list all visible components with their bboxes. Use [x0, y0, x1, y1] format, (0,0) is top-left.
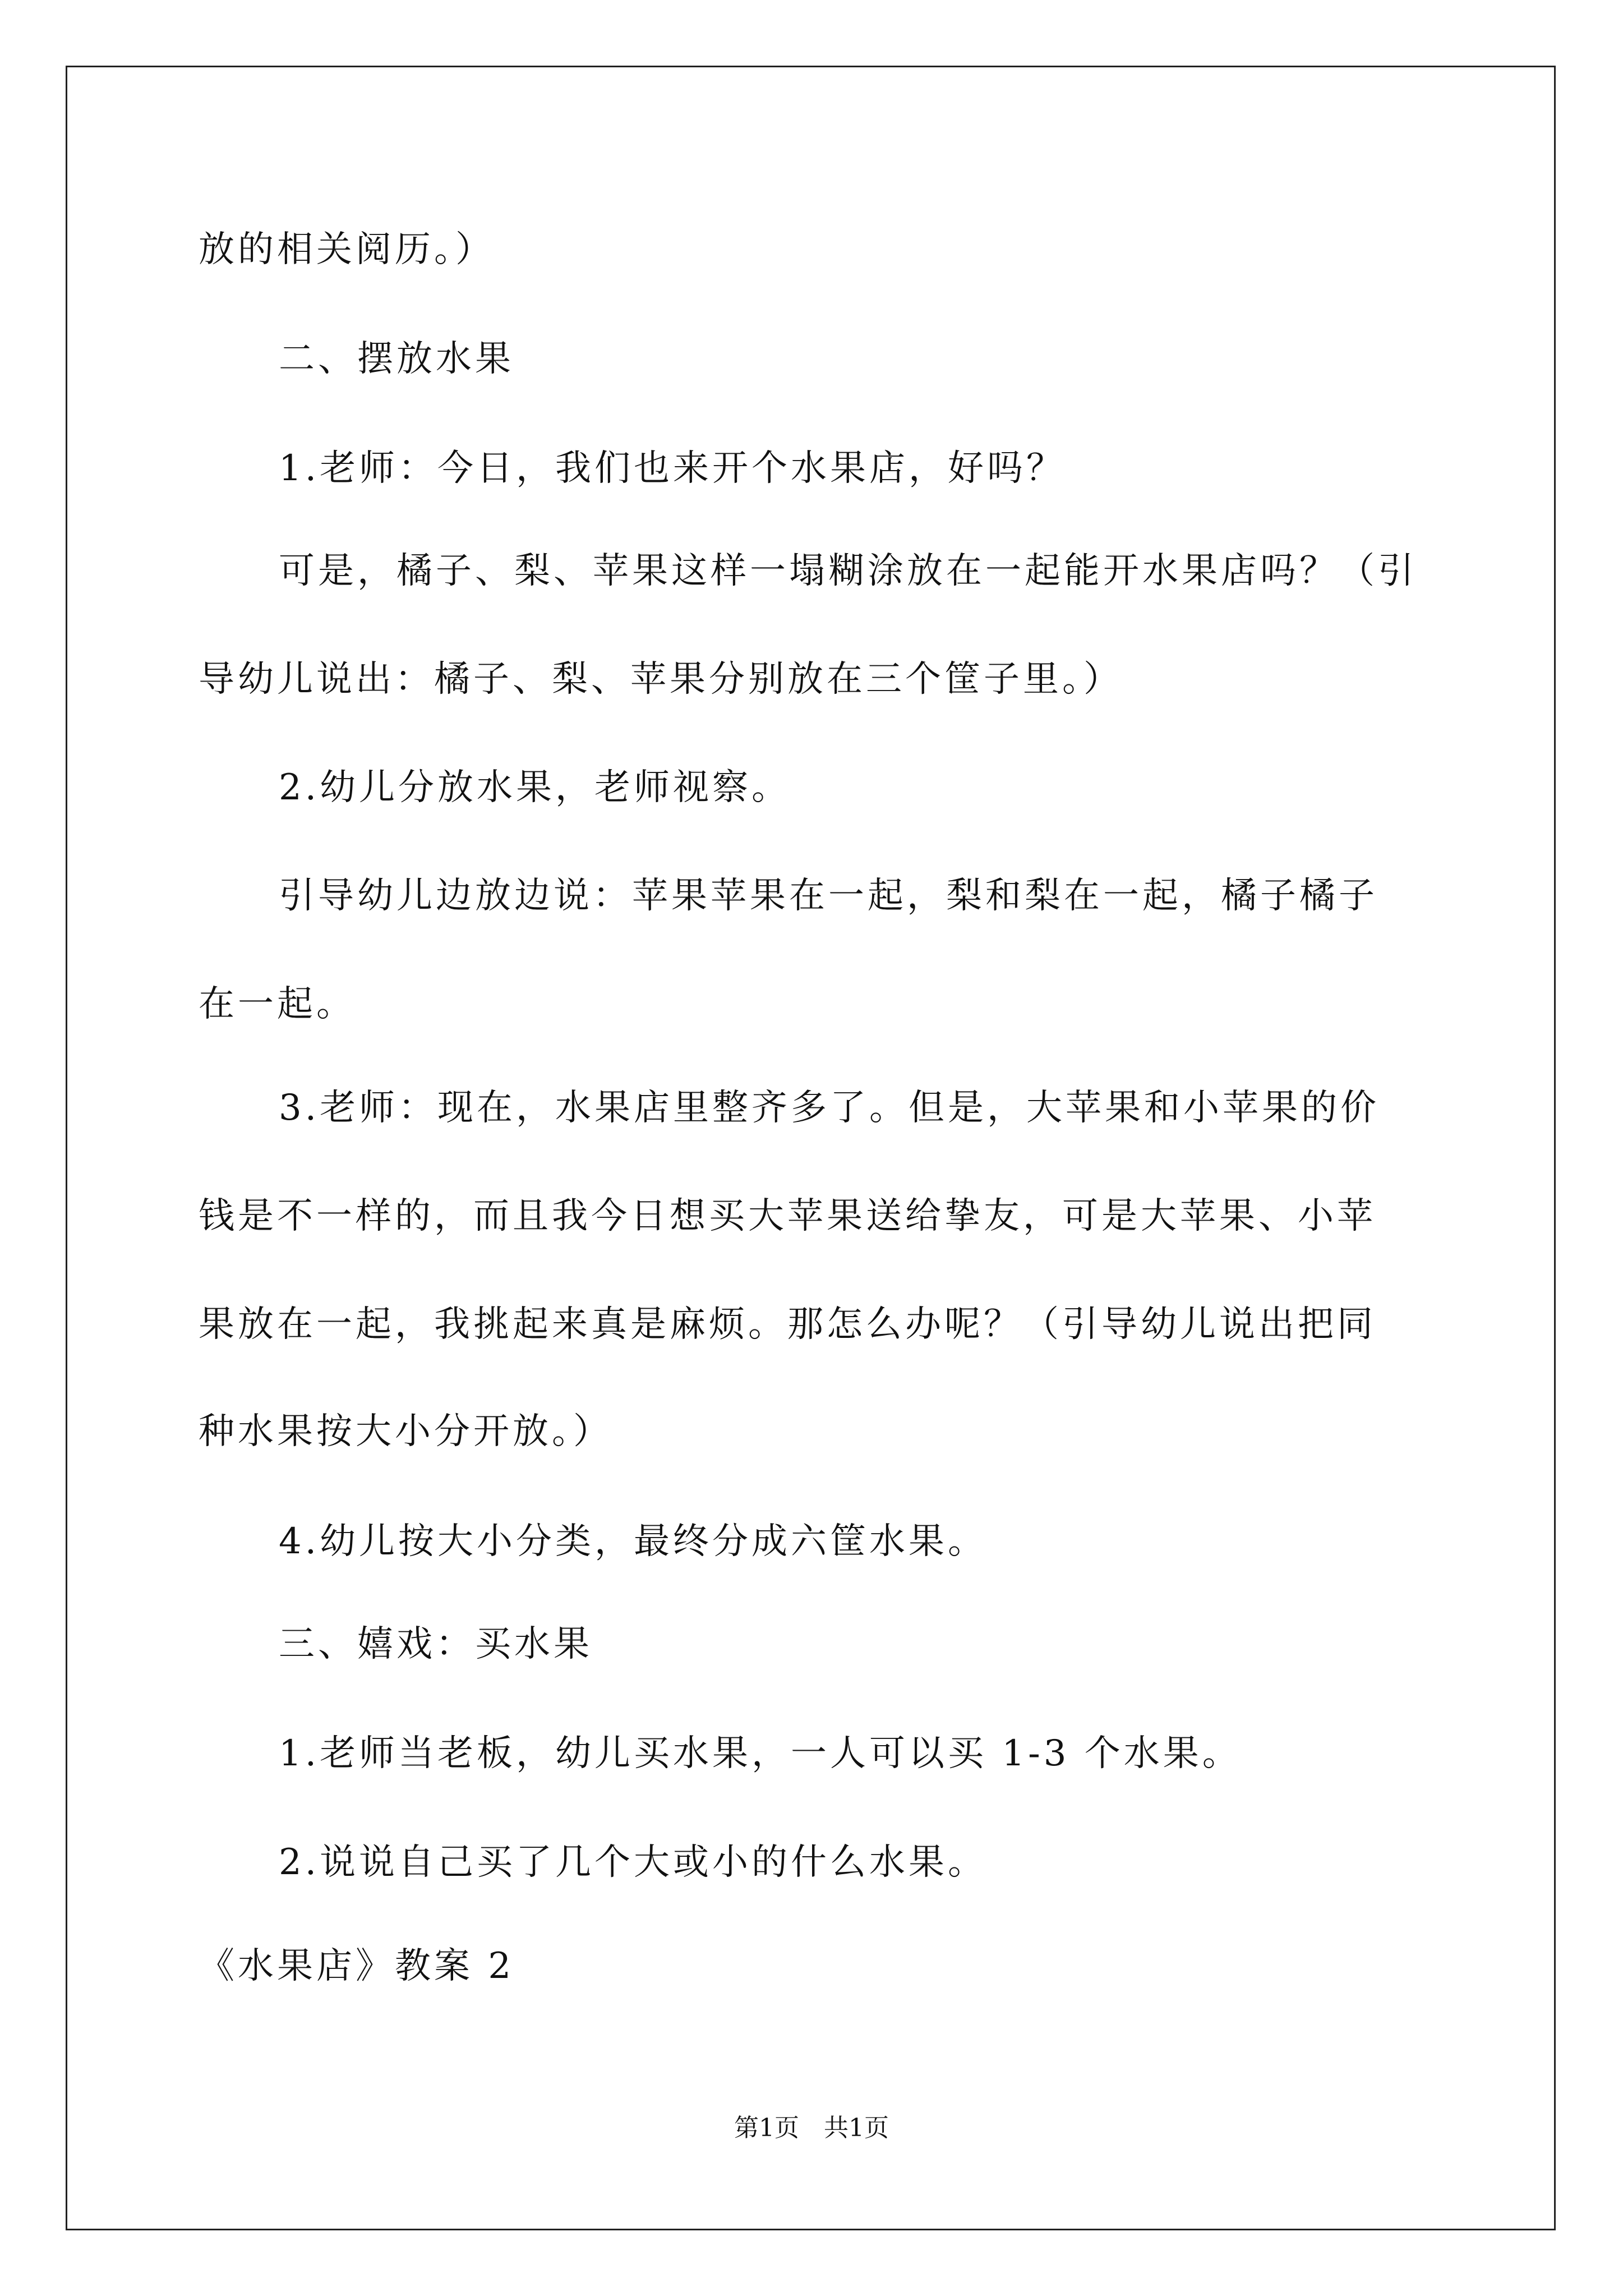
- text-line-5: 导幼儿说出：橘子、梨、苹果分别放在三个筐子里。）: [199, 659, 1123, 700]
- text-line-13: 4.幼儿按大小分类，最终分成六筐水果。: [279, 1521, 988, 1562]
- text-line-9: 3.老师：现在，水果店里整齐多了。但是，大苹果和小苹果的价: [279, 1087, 1380, 1129]
- text-line-8: 在一起。: [199, 983, 356, 1025]
- section-heading-3: 三、嬉戏：买水果: [279, 1623, 593, 1665]
- text-line-1: 放的相关阅历。）: [199, 229, 495, 270]
- text-line-3: 1.老师：今日，我们也来开个水果店，好吗？: [279, 448, 1066, 489]
- text-line-15: 1.老师当老板，幼儿买水果，一人可以买 1-3 个水果。: [279, 1733, 1242, 1774]
- text-line-12: 种水果按大小分开放。）: [199, 1411, 612, 1452]
- page-number-footer: 第1页 共1页: [734, 2114, 889, 2142]
- page-border: [66, 66, 1556, 2230]
- text-line-10: 钱是不一样的，而且我今日想买大苹果送给挚友，可是大苹果、小苹: [199, 1195, 1376, 1237]
- text-line-4: 可是，橘子、梨、苹果这样一塌糊涂放在一起能开水果店吗？（引: [279, 550, 1417, 592]
- lesson-plan-title-2: 《水果店》教案 2: [199, 1945, 515, 1987]
- section-heading-2: 二、摆放水果: [279, 338, 514, 380]
- text-line-7: 引导幼儿边放边说：苹果苹果在一起，梨和梨在一起，橘子橘子: [279, 875, 1378, 917]
- text-line-16: 2.说说自己买了几个大或小的什么水果。: [279, 1842, 988, 1883]
- text-line-11: 果放在一起，我挑起来真是麻烦。那怎么办呢？（引导幼儿说出把同: [199, 1304, 1376, 1345]
- text-line-6: 2.幼儿分放水果，老师视察。: [279, 767, 791, 808]
